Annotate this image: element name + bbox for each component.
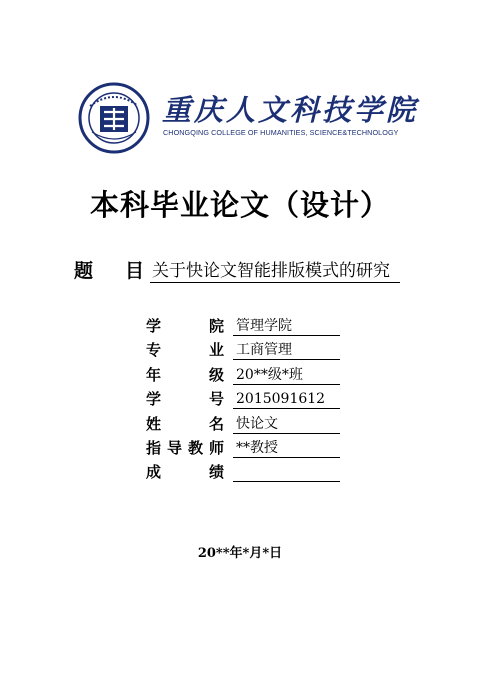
info-row-college xyxy=(146,312,340,336)
info-row-major xyxy=(146,336,340,360)
info-label xyxy=(146,388,224,409)
info-value xyxy=(233,481,340,482)
label-char: 指 xyxy=(146,438,162,457)
school-name-en: CHONGQING COLLEGE OF HUMANITIES, SCIENCE&TECHNOLOGY xyxy=(163,128,399,137)
info-row-student-id xyxy=(146,385,340,409)
info-value: 管理学院 xyxy=(233,317,340,336)
label-char: 绩 xyxy=(208,463,224,482)
topic-row xyxy=(74,257,400,283)
info-row-name xyxy=(146,410,340,434)
label-char: 学 xyxy=(146,317,162,335)
label-char: 名 xyxy=(208,414,224,433)
topic-label-char: 题 xyxy=(74,260,94,282)
label-char: 院 xyxy=(208,317,224,335)
label-char: 号 xyxy=(208,390,224,409)
info-label xyxy=(146,339,224,360)
info-value: 20**级*班 xyxy=(233,366,340,385)
info-value: 工商管理 xyxy=(233,341,340,360)
school-name-cn: 重庆人文科技学院 xyxy=(162,93,419,127)
label-char: 级 xyxy=(208,365,224,384)
cover-title: 本科毕业论文（设计） xyxy=(89,188,390,222)
label-char: 业 xyxy=(208,341,224,360)
info-label xyxy=(146,315,224,336)
info-label xyxy=(146,461,224,482)
label-char: 学 xyxy=(146,390,162,409)
info-value: 快论文 xyxy=(233,415,340,434)
topic-label-char: 目 xyxy=(124,260,144,282)
topic-value: 关于快论文智能排版模式的研究 xyxy=(150,256,400,283)
info-row-score xyxy=(146,458,340,482)
info-table xyxy=(146,312,340,483)
info-value: 2015091612 xyxy=(233,390,340,409)
info-row-advisor xyxy=(146,434,340,458)
info-row-grade xyxy=(146,361,340,385)
school-seal-icon xyxy=(78,82,150,154)
info-label xyxy=(146,364,224,385)
label-char: 成 xyxy=(146,463,162,482)
info-label xyxy=(146,413,224,434)
label-char: 年 xyxy=(146,365,162,384)
label-char: 姓 xyxy=(146,414,162,433)
info-label xyxy=(146,437,224,458)
info-value: **教授 xyxy=(233,439,340,458)
label-char: 专 xyxy=(146,341,162,360)
label-char: 教 xyxy=(187,438,203,457)
label-char: 师 xyxy=(208,438,224,457)
topic-label xyxy=(74,256,144,283)
label-char: 导 xyxy=(166,438,182,457)
cover-date: 20**年*月*日 xyxy=(197,546,283,561)
